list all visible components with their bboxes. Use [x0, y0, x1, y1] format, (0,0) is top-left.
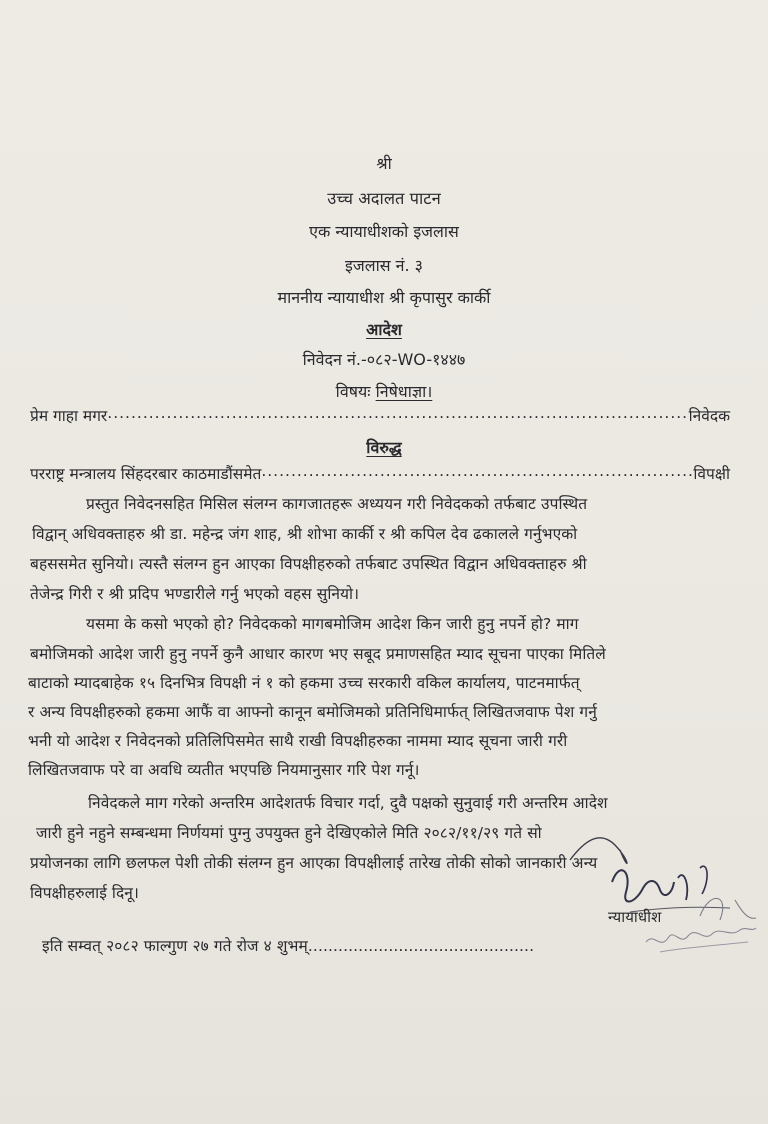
order-title: आदेश	[366, 320, 402, 339]
para2-line: भनी यो आदेश र निवेदनको प्रतिलिपिसमेत साथै राखी विपक्षीहरुका नाममा म्याद सूचना जारी गरी	[28, 732, 568, 750]
closing-line	[42, 934, 534, 956]
para2-line: बमोजिमको आदेश जारी हुनु नपर्ने कुनै आधार कारण भए सबूद प्रमाणसहित म्याद सूचना पाएका मितिले	[30, 645, 606, 663]
signature-title: न्यायाधीश	[608, 908, 662, 926]
para2-line: बाटाको म्यादबाहेक १५ दिनभित्र विपक्षी नं १ को हकमा उच्च सरकारी वकिल कार्यालय, पाटनमार्फत्	[28, 674, 580, 692]
para3-line: जारी हुने नहुने सम्बन्धमा निर्णयमां पुग्नु उपयुक्त हुने देखिएकोले मिति २०८२/११/२९ गते सो	[36, 824, 542, 842]
petitioner-name: प्रेम गाहा मगर	[30, 407, 108, 425]
subject-label: विषयः	[335, 382, 371, 401]
bench-type: एक न्यायाधीशको इजलास	[309, 222, 459, 241]
petitioner-row	[30, 404, 730, 426]
para1-line: प्रस्तुत निवेदनसहित मिसिल संलग्न कागजातहरू अध्ययन गरी निवेदकको तर्फबाट उपस्थित	[86, 495, 588, 513]
shree-heading: श्री	[376, 154, 392, 173]
bench-number: इजलास नं. ३	[345, 256, 423, 275]
closing-dots: .............................................	[307, 937, 535, 955]
respondent-row	[30, 462, 730, 484]
initials-mark	[640, 912, 760, 962]
closing-text: इति सम्वत् २०८२ फाल्गुण २७ गते रोज ४ शुभम्	[42, 937, 308, 955]
para3-line: विपक्षीहरुलाई दिनू।	[30, 884, 139, 902]
para1-line: बहससमेत सुनियो। त्यस्तै संलग्न हुन आएका विपक्षीहरुको तर्फबाट उपस्थित विद्वान अधिवक्ताहरु श्री	[30, 555, 587, 573]
dotted-leader	[261, 462, 693, 484]
subject-line	[0, 380, 768, 402]
respondent-role: विपक्षी	[693, 465, 730, 483]
respondent-name: परराष्ट्र मन्त्रालय सिंहदरबार काठमाडौंसमेत	[30, 465, 262, 483]
para1-line: तेजेन्द्र गिरी र श्री प्रदिप भण्डारीले गर्नु भएको वहस सुनियो।	[30, 585, 360, 603]
para2-line: र अन्य विपक्षीहरुको हकमा आफैं वा आफ्नो कानून बमोजिमको प्रतिनिधिमार्फत् लिखितजवाफ पेश गर्नु	[28, 703, 597, 721]
dotted-leader	[107, 404, 688, 426]
court-name: उच्च अदालत पाटन	[327, 189, 441, 208]
para1-line: विद्वान् अधिवक्ताहरु श्री डा. महेन्द्र जंग शाह, श्री शोभा कार्की र श्री कपिल देव ढकालले गर्नुभएको	[32, 525, 578, 543]
petitioner-role: निवेदक	[688, 407, 730, 425]
petition-number: निवेदन नं.-०८२-WO-१४४७	[302, 350, 466, 369]
para3-line: प्रयोजनका लागि छलफल पेशी तोकी संलग्न हुन आएका विपक्षीलाई तारेख तोकी सोको जानकारी अन्य	[30, 854, 598, 872]
para3-line: निवेदकले माग गरेको अन्तरिम आदेशतर्फ विचार गर्दा, दुवै पक्षको सुनुवाई गरी अन्तरिम आदेश	[88, 794, 608, 812]
para2-line: लिखितजवाफ परे वा अवधि व्यतीत भएपछि नियमानुसार गरि पेश गर्नू।	[28, 761, 420, 779]
subject-text: निषेधाज्ञा।	[375, 382, 433, 401]
versus-heading: विरुद्ध	[366, 438, 402, 457]
para2-line: यसमा के कसो भएको हो? निवेदकको मागबमोजिम आदेश किन जारी हुनु नपर्ने हो? माग	[86, 615, 579, 633]
judge-name: माननीय न्यायाधीश श्री कृपासुर कार्की	[277, 288, 491, 307]
